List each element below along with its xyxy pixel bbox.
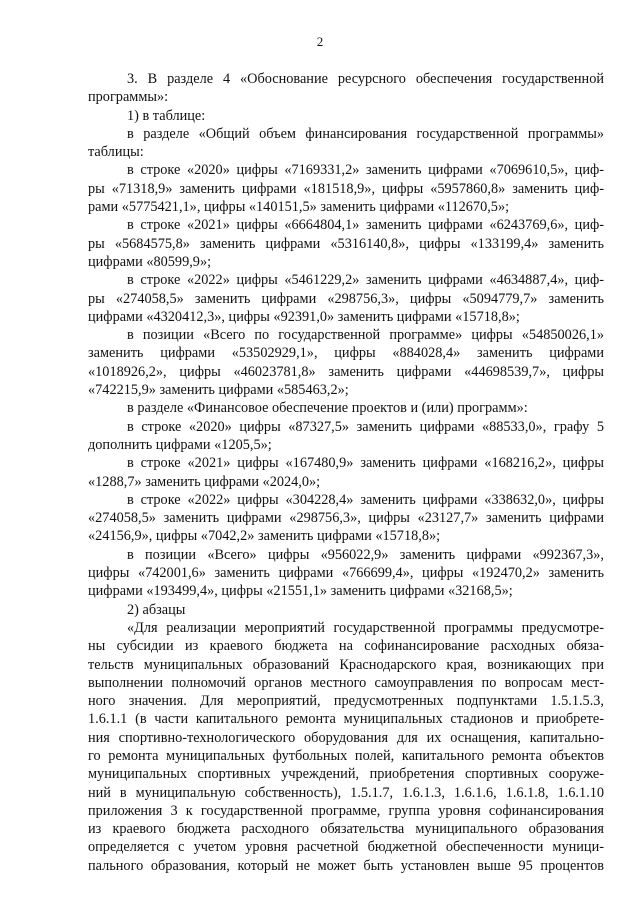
- text-line: цифрами «193499,4», цифры «21551,1» заменить цифрами «32168,5»;: [88, 583, 513, 600]
- text-line: в разделе «Общий объем финансирования государственной программы»: [127, 125, 604, 142]
- text-line: «1018926,2», цифры «46023781,8» заменить цифрами «44698539,7», цифры: [88, 363, 604, 380]
- text-line: ны субсидии из краевого бюджета на софинансирование расходных обяза-: [88, 638, 604, 655]
- text-line: 1) в таблице:: [127, 107, 206, 124]
- text-line: из краевого бюджета расходного обязательства муниципального образования: [88, 821, 604, 838]
- text-line: цифрами «4320412,3», цифры «92391,0» заменить цифрами «15718,8»;: [88, 308, 520, 325]
- text-line: муниципальных спортивных учреждений, приобретения спортивных сооруже-: [88, 766, 604, 783]
- text-line: «1288,7» заменить цифрами «2024,0»;: [88, 473, 321, 490]
- text-line: в строке «2022» цифры «304228,4» заменить цифрами «338632,0», цифры: [127, 491, 604, 508]
- text-line: тельств муниципальных образований Краснодарского края, возникающих при: [88, 656, 604, 673]
- text-line: дополнить цифрами «1205,5»;: [88, 436, 272, 453]
- text-line: ния спортивно-технологического оборудования для их оснащения, капитально-: [88, 729, 604, 746]
- text-line: рами «5775421,1», цифры «140151,5» заменить цифрами «112670,5»;: [88, 199, 510, 216]
- text-line: цифрами «80599,9»;: [88, 253, 212, 270]
- page-number: 2: [316, 34, 324, 49]
- text-line: в строке «2020» цифры «87327,5» заменить цифрами «88533,0», графу 5: [127, 418, 604, 435]
- text-line: ры «274058,5» заменить цифрами «298756,3», цифры «5094779,7» заменить: [88, 290, 604, 307]
- text-line: ры «5684575,8» заменить цифрами «5316140,8», цифры «133199,4» заменить: [88, 235, 604, 252]
- text-line: в строке «2020» цифры «7169331,2» заменить цифрами «7069610,5», циф-: [127, 162, 604, 179]
- text-line: «742215,9» заменить цифрами «585463,2»;: [88, 382, 349, 399]
- text-line: в строке «2022» цифры «5461229,2» заменить цифрами «4634887,4», циф-: [127, 272, 604, 289]
- text-line: 3. В разделе 4 «Обоснование ресурсного обеспечения государственной: [127, 71, 604, 87]
- text-line: ного значения. Для мероприятий, предусмотренных подпунктами 1.5.1.5.3,: [88, 693, 604, 710]
- text-line: «24156,9», цифры «7042,2» заменить цифрами «15718,8»;: [88, 528, 441, 545]
- text-line: пального образования, который не может быть установлен выше 95 процентов: [88, 857, 604, 874]
- text-line: заменить цифрами «53502929,1», цифры «884028,4» заменить цифрами: [88, 345, 604, 362]
- text-line: «Для реализации мероприятий государственной программы предусмотре-: [127, 619, 604, 636]
- text-line: программы»:: [88, 89, 169, 106]
- text-line: в разделе «Финансовое обеспечение проектов и (или) программ»:: [127, 400, 528, 417]
- text-line: ний в муниципальную собственность), 1.5.1.7, 1.6.1.3, 1.6.1.6, 1.6.1.8, 1.6.1.10: [88, 784, 604, 801]
- text-line: 2) абзацы: [127, 601, 186, 618]
- text-line: определяется с учетом уровня расчетной бюджетной обеспеченности муници-: [88, 839, 604, 856]
- text-line: в строке «2021» цифры «167480,9» заменить цифрами «168216,2», цифры: [127, 455, 604, 472]
- text-line: ры «71318,9» заменить цифрами «181518,9», цифры «5957860,8» заменить циф-: [88, 180, 604, 197]
- text-line: «274058,5» заменить цифрами «298756,3», цифры «23127,7» заменить цифрами: [88, 510, 604, 527]
- text-line: выполнении полномочий органов местного самоуправления по вопросам мест-: [88, 674, 604, 691]
- text-line: в строке «2021» цифры «6664804,1» заменить цифрами «6243769,6», циф-: [127, 217, 604, 234]
- text-line: го ремонта муниципальных футбольных полей, капитального ремонта объектов: [88, 747, 604, 764]
- text-line: 1.6.1.1 (в части капитального ремонта муниципальных стадионов и приобрете-: [88, 711, 604, 728]
- document-body: [88, 70, 604, 875]
- text-line: в позиции «Всего по государственной программе» цифры «54850026,1»: [127, 327, 604, 344]
- text-line: таблицы:: [88, 144, 144, 161]
- text-line: приложения 3 к государственной программе, группа уровня софинансирования: [88, 802, 604, 819]
- text-line: в позиции «Всего» цифры «956022,9» заменить цифрами «992367,3»,: [127, 546, 604, 563]
- text-line: цифры «742001,6» заменить цифрами «766699,4», цифры «192470,2» заменить: [88, 565, 604, 582]
